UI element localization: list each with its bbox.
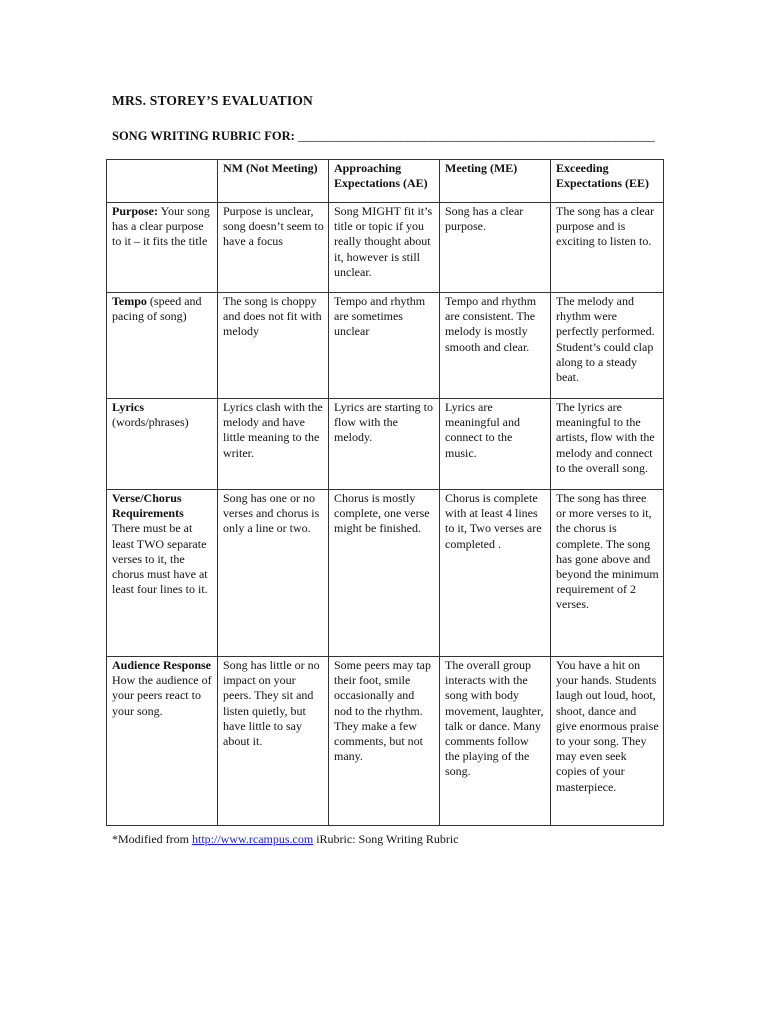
rubric-for-label: SONG WRITING RUBRIC FOR: xyxy=(112,129,295,143)
category-description: There must be at least TWO separate verses to it, the chorus must have at least four lines to it. xyxy=(112,521,208,597)
category-name: Purpose: xyxy=(112,204,158,218)
nm-cell: Lyrics clash with the melody and have little meaning to the writer. xyxy=(218,399,329,490)
nm-cell: The song is choppy and does not fit with melody xyxy=(218,293,329,399)
table-row xyxy=(107,657,664,826)
category-description: Your song has a clear purpose to it – it fits the title xyxy=(112,204,210,249)
ae-cell: Some peers may tap their foot, smile occasionally and nod to the rhythm. They make a few comments, but not many. xyxy=(329,657,440,826)
footnote xyxy=(112,832,459,847)
rubric-for-line xyxy=(112,129,654,144)
rcampus-link[interactable]: http://www.rcampus.com xyxy=(192,832,314,846)
table-row xyxy=(107,490,664,657)
ee-cell: You have a hit on your hands. Students laugh out loud, hoot, shoot, dance and give enormous praise to your song. They may even seek copies of your masterpiece. xyxy=(551,657,664,826)
category-name: Tempo xyxy=(112,294,147,308)
nm-cell: Song has little or no impact on your peers. They sit and listen quietly, but have little to say about it. xyxy=(218,657,329,826)
header-empty xyxy=(107,160,218,203)
song-title-blank: ______________________________________________________________ xyxy=(297,129,655,143)
me-cell: Lyrics are meaningful and connect to the music. xyxy=(440,399,551,490)
category-description: How the audience of your peers react to your song. xyxy=(112,673,212,718)
me-cell: The overall group interacts with the song with body movement, laughter, talk or dance. Many comments follow the playing of the song. xyxy=(440,657,551,826)
header-me: Meeting (ME) xyxy=(440,160,551,203)
category-cell xyxy=(107,399,218,490)
category-name: Lyrics xyxy=(112,400,144,414)
table-row xyxy=(107,293,664,399)
table-row xyxy=(107,203,664,293)
category-name: Verse/Chorus Requirements xyxy=(112,491,184,521)
rubric-header-row xyxy=(107,160,664,203)
category-name: Audience Response xyxy=(112,658,212,672)
ae-cell: Lyrics are starting to flow with the melody. xyxy=(329,399,440,490)
category-cell xyxy=(107,490,218,657)
category-description: (words/phrases) xyxy=(112,415,189,430)
ee-cell: The song has three or more verses to it, the chorus is complete. The song has gone above and beyond the minimum requirement of 2 verses. xyxy=(551,490,664,657)
category-cell xyxy=(107,203,218,293)
table-row xyxy=(107,399,664,490)
ae-cell: Tempo and rhythm are sometimes unclear xyxy=(329,293,440,399)
ee-cell: The melody and rhythm were perfectly performed. Student’s could clap along to a steady beat. xyxy=(551,293,664,399)
header-ee: Exceeding Expectations (EE) xyxy=(551,160,664,203)
category-description: (speed and pacing of song) xyxy=(112,294,202,324)
nm-cell: Song has one or no verses and chorus is only a line or two. xyxy=(218,490,329,657)
me-cell: Tempo and rhythm are consistent. The melody is mostly smooth and clear. xyxy=(440,293,551,399)
footnote-prefix: *Modified from xyxy=(112,832,192,846)
category-cell xyxy=(107,657,218,826)
me-cell: Chorus is complete with at least 4 lines to it, Two verses are completed . xyxy=(440,490,551,657)
ee-cell: The song has a clear purpose and is exciting to listen to. xyxy=(551,203,664,293)
page-title: MRS. STOREY’S EVALUATION xyxy=(112,93,313,108)
ae-cell: Chorus is mostly complete, one verse might be finished. xyxy=(329,490,440,657)
header-ae: Approaching Expectations (AE) xyxy=(329,160,440,203)
footnote-suffix: iRubric: Song Writing Rubric xyxy=(313,832,459,846)
nm-cell: Purpose is unclear, song doesn’t seem to have a focus xyxy=(218,203,329,293)
me-cell: Song has a clear purpose. xyxy=(440,203,551,293)
header-nm: NM (Not Meeting) xyxy=(218,160,329,203)
ae-cell: Song MIGHT fit it’s title or topic if you really thought about it, however is still unclear. xyxy=(329,203,440,293)
rubric-table xyxy=(106,159,664,826)
ee-cell: The lyrics are meaningful to the artists, flow with the melody and connect to the overall song. xyxy=(551,399,664,490)
category-cell xyxy=(107,293,218,399)
